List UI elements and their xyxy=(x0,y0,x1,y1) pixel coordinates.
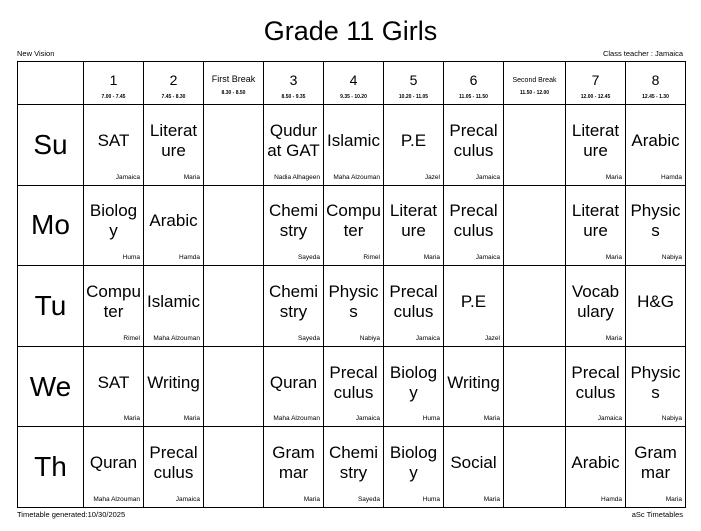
lesson-subject: Literature xyxy=(571,120,620,160)
lesson-teacher: Huma xyxy=(422,415,440,423)
day-label: Su xyxy=(18,105,84,186)
lesson-subject: Precalculus xyxy=(571,362,620,402)
lesson-teacher: Maria xyxy=(423,254,440,262)
lesson-subject: Chemistry xyxy=(328,443,379,483)
break-header: First Break 8.30 - 8.50 xyxy=(204,62,264,105)
lesson-teacher: Sayeda xyxy=(357,496,380,503)
lesson-teacher: Maria xyxy=(665,496,682,503)
lesson-cell[interactable] xyxy=(264,427,324,508)
lesson-subject: Literature xyxy=(571,201,620,241)
break-cell xyxy=(504,105,566,186)
day-row xyxy=(18,266,686,347)
lesson-teacher: Rimel xyxy=(363,254,380,262)
period-header: 6 11.05 - 11.50 xyxy=(444,62,504,105)
break-cell xyxy=(504,427,566,508)
lesson-subject: Precalculus xyxy=(449,201,498,241)
lesson-cell[interactable] xyxy=(144,105,204,186)
lesson-cell[interactable] xyxy=(84,105,144,186)
lesson-teacher: Jamaica xyxy=(475,254,500,262)
lesson-teacher: Maria xyxy=(605,173,622,181)
lesson-cell[interactable] xyxy=(324,346,384,427)
break-cell xyxy=(504,346,566,427)
lesson-teacher: Maria xyxy=(183,173,200,181)
lesson-cell[interactable] xyxy=(384,185,444,266)
lesson-subject: SAT xyxy=(97,372,130,392)
lesson-teacher: Jamaica xyxy=(597,415,622,423)
day-row xyxy=(18,346,686,427)
lesson-subject: P.E xyxy=(400,130,427,150)
period-header: 5 10.20 - 11.05 xyxy=(384,62,444,105)
class-teacher: Class teacher : Jamaica xyxy=(602,49,683,58)
lesson-subject: Chemistry xyxy=(268,201,319,241)
lesson-teacher: Maha Alzouman xyxy=(93,496,140,503)
lesson-cell[interactable] xyxy=(324,105,384,186)
period-header: 4 9.35 - 10.20 xyxy=(324,62,384,105)
lesson-cell[interactable] xyxy=(566,185,626,266)
lesson-teacher: Jazel xyxy=(484,334,500,342)
lesson-subject: Biology xyxy=(389,443,438,483)
break-cell xyxy=(204,105,264,186)
period-header: 2 7.45 - 8.30 xyxy=(144,62,204,105)
lesson-teacher: Nabiya xyxy=(661,254,682,262)
lesson-subject: Precalculus xyxy=(149,443,198,483)
lesson-teacher: Nadia Alhageen xyxy=(274,173,320,181)
break-cell xyxy=(504,185,566,266)
lesson-cell[interactable] xyxy=(384,346,444,427)
break-cell xyxy=(204,266,264,347)
period-header: 8 12.45 - 1.30 xyxy=(626,62,686,105)
lesson-cell[interactable] xyxy=(264,266,324,347)
lesson-subject: Quran xyxy=(89,453,138,473)
period-header-row xyxy=(18,62,686,105)
lesson-cell[interactable] xyxy=(444,427,504,508)
lesson-teacher: Hamda xyxy=(179,254,200,262)
lesson-teacher: Maria xyxy=(183,415,200,423)
timetable-grid xyxy=(17,61,686,508)
day-row xyxy=(18,185,686,266)
day-label: Mo xyxy=(18,185,84,266)
lesson-subject: Qudurat GAT xyxy=(267,120,320,160)
lesson-teacher: Maha Alzouman xyxy=(333,173,380,181)
lesson-cell[interactable] xyxy=(444,266,504,347)
lesson-cell[interactable] xyxy=(444,105,504,186)
lesson-subject: Writing xyxy=(447,372,500,392)
period-header: 1 7.00 - 7.45 xyxy=(84,62,144,105)
day-label: We xyxy=(18,346,84,427)
lesson-cell[interactable] xyxy=(384,427,444,508)
lesson-cell[interactable] xyxy=(324,427,384,508)
lesson-subject: Grammar xyxy=(634,443,677,483)
lesson-cell[interactable] xyxy=(84,266,144,347)
lesson-subject: Biology xyxy=(89,201,138,241)
lesson-subject: Physics xyxy=(630,201,681,241)
lesson-teacher: Jamaica xyxy=(355,415,380,423)
lesson-cell[interactable] xyxy=(566,105,626,186)
break-cell xyxy=(204,185,264,266)
lesson-subject: Physics xyxy=(328,281,379,321)
lesson-subject: Islamic xyxy=(147,291,200,311)
lesson-subject: Biology xyxy=(389,362,438,402)
lesson-subject: Arabic xyxy=(571,453,620,473)
lesson-subject: Chemistry xyxy=(268,281,319,321)
lesson-cell[interactable] xyxy=(84,346,144,427)
lesson-teacher: Huma xyxy=(122,254,140,262)
lesson-cell[interactable] xyxy=(324,266,384,347)
break-cell xyxy=(204,427,264,508)
break-cell xyxy=(504,266,566,347)
lesson-teacher: Rimel xyxy=(123,334,140,342)
lesson-teacher: Jamaica xyxy=(415,334,440,342)
lesson-subject: Grammar xyxy=(272,443,315,483)
lesson-teacher: Huma xyxy=(422,496,440,503)
lesson-cell[interactable] xyxy=(264,185,324,266)
lesson-cell[interactable] xyxy=(384,266,444,347)
lesson-teacher: Maria xyxy=(605,334,622,342)
lesson-subject: SAT xyxy=(97,130,130,150)
lesson-cell[interactable] xyxy=(566,266,626,347)
day-label: Th xyxy=(18,427,84,508)
lesson-teacher: Sayeda xyxy=(297,334,320,342)
lesson-cell[interactable] xyxy=(566,346,626,427)
lesson-cell[interactable] xyxy=(84,185,144,266)
lesson-teacher: Jazel xyxy=(424,173,440,181)
lesson-subject: Arabic xyxy=(149,211,198,231)
lesson-subject: Quran xyxy=(269,372,318,392)
lesson-subject: Precalculus xyxy=(449,120,498,160)
lesson-cell[interactable] xyxy=(264,105,324,186)
day-label: Tu xyxy=(18,266,84,347)
lesson-cell[interactable] xyxy=(144,266,204,347)
lesson-cell[interactable] xyxy=(324,185,384,266)
period-header: 3 8.50 - 9.35 xyxy=(264,62,324,105)
lesson-cell[interactable] xyxy=(626,105,686,186)
lesson-teacher: Nabiya xyxy=(661,415,682,423)
lesson-subject: Social xyxy=(450,453,497,473)
lesson-cell[interactable] xyxy=(84,427,144,508)
lesson-subject: Arabic xyxy=(631,130,680,150)
day-row xyxy=(18,105,686,186)
lesson-subject: Precalculus xyxy=(389,281,438,321)
lesson-teacher: Maria xyxy=(483,415,500,423)
period-header: 7 12.00 - 12.45 xyxy=(566,62,626,105)
lesson-cell[interactable] xyxy=(384,105,444,186)
lesson-subject: Computer xyxy=(86,281,141,321)
lesson-subject: P.E xyxy=(460,291,487,311)
lesson-cell[interactable] xyxy=(444,185,504,266)
lesson-teacher: Hamda xyxy=(661,173,682,181)
lesson-subject: H&G xyxy=(637,291,674,311)
lesson-cell[interactable] xyxy=(626,346,686,427)
lesson-teacher: Hamda xyxy=(601,496,622,503)
lesson-teacher: Jamaica xyxy=(175,496,200,503)
lesson-teacher: Nabiya xyxy=(359,334,380,342)
lesson-subject: Writing xyxy=(147,372,200,392)
lesson-teacher: Maria xyxy=(605,254,622,262)
lesson-teacher: Maria xyxy=(123,415,140,423)
lesson-teacher: Maria xyxy=(483,496,500,503)
school-name: New Vision xyxy=(17,49,55,58)
lesson-cell[interactable] xyxy=(144,346,204,427)
lesson-cell[interactable] xyxy=(626,266,686,347)
lesson-cell[interactable] xyxy=(566,427,626,508)
day-row xyxy=(18,427,686,508)
lesson-subject: Computer xyxy=(326,201,381,241)
lesson-teacher: Jamaica xyxy=(115,173,140,181)
lesson-teacher: Jamaica xyxy=(475,173,500,181)
lesson-cell[interactable] xyxy=(444,346,504,427)
lesson-subject: Literature xyxy=(149,120,198,160)
lesson-cell[interactable] xyxy=(264,346,324,427)
lesson-cell[interactable] xyxy=(144,185,204,266)
generated-date: Timetable generated:10/30/2025 xyxy=(17,510,126,519)
lesson-subject: Vocabulary xyxy=(571,281,620,321)
timetable-title: Grade 11 Girls xyxy=(263,16,438,46)
lesson-subject: Literature xyxy=(389,201,438,241)
lesson-teacher: Maria xyxy=(303,496,320,503)
lesson-teacher: Maha Alzouman xyxy=(153,334,200,342)
lesson-cell[interactable] xyxy=(144,427,204,508)
lesson-cell[interactable] xyxy=(626,427,686,508)
lesson-subject: Islamic xyxy=(327,130,380,150)
software-credit: aSc Timetables xyxy=(631,510,683,519)
corner-cell xyxy=(18,62,84,105)
break-header: Second Break 11.50 - 12.00 xyxy=(504,62,566,105)
lesson-teacher: Sayeda xyxy=(297,254,320,262)
lesson-teacher: Maha Alzouman xyxy=(273,415,320,423)
lesson-subject: Precalculus xyxy=(329,362,378,402)
lesson-subject: Physics xyxy=(630,362,681,402)
lesson-cell[interactable] xyxy=(626,185,686,266)
break-cell xyxy=(204,346,264,427)
